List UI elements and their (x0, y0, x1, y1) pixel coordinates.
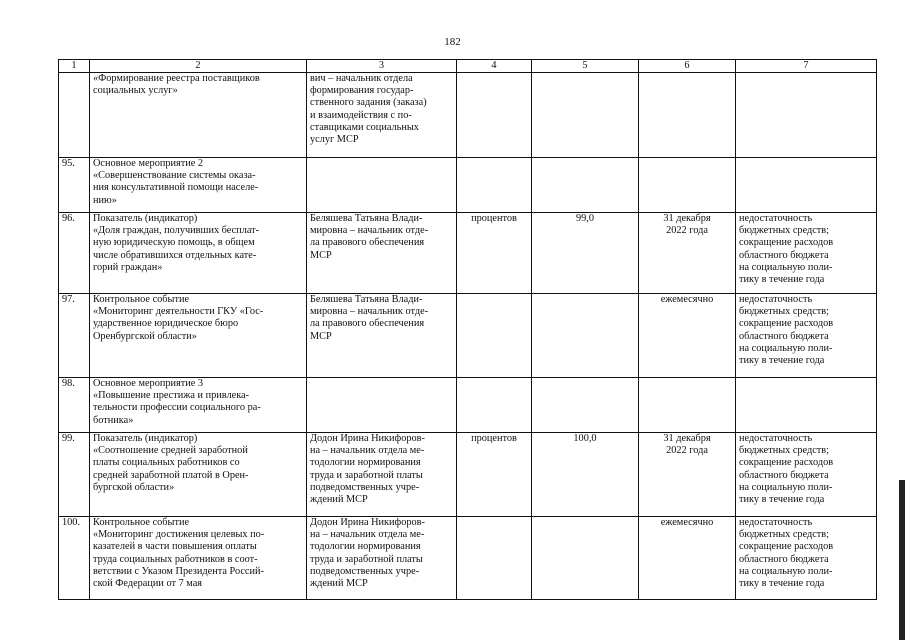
risks: недостаточность бюджетных средств; сокращение расходов областного бюджета на социальную поли- тику в течение года (736, 294, 877, 378)
column-header-5: 5 (532, 60, 639, 73)
row-number: 100. (59, 517, 90, 600)
unit (457, 517, 532, 600)
row-number: 98. (59, 378, 90, 433)
target-value (532, 294, 639, 378)
row-number: 95. (59, 158, 90, 213)
measures-table (58, 59, 877, 600)
target-value (532, 73, 639, 158)
responsible-person: Беляшева Татьяна Влади- мировна – начальник отде- ла правового обеспечения МСР (307, 213, 457, 294)
target-value (532, 378, 639, 433)
table-row (59, 294, 877, 378)
unit (457, 378, 532, 433)
table-row (59, 73, 877, 158)
deadline: ежемесячно (639, 294, 736, 378)
risks: недостаточность бюджетных средств; сокращение расходов областного бюджета на социальную поли- тику в течение года (736, 213, 877, 294)
risks: недостаточность бюджетных средств; сокращение расходов областного бюджета на социальную поли- тику в течение года (736, 433, 877, 517)
column-header-7: 7 (736, 60, 877, 73)
row-number (59, 73, 90, 158)
row-number: 96. (59, 213, 90, 294)
responsible-person (307, 378, 457, 433)
deadline: ежемесячно (639, 517, 736, 600)
table-row (59, 378, 877, 433)
scan-edge-shadow (899, 480, 905, 640)
target-value (532, 517, 639, 600)
deadline (639, 158, 736, 213)
column-header-6: 6 (639, 60, 736, 73)
table-row (59, 517, 877, 600)
measure-name: Контрольное событие «Мониторинг деятельности ГКУ «Гос- ударственное юридическое бюро Оренбургской области» (90, 294, 307, 378)
column-header-4: 4 (457, 60, 532, 73)
measure-name: «Формирование реестра поставщиков социальных услуг» (90, 73, 307, 158)
unit (457, 294, 532, 378)
unit (457, 158, 532, 213)
measure-name: Контрольное событие «Мониторинг достижения целевых по- казателей в части повышения оплаты труда социальных работников в соот- ветствии с Указом Президента Россий- ской Федерации от 7 мая (90, 517, 307, 600)
deadline (639, 378, 736, 433)
target-value (532, 158, 639, 213)
table-row (59, 433, 877, 517)
row-number: 97. (59, 294, 90, 378)
responsible-person: Додон Ирина Никифоров- на – начальник отдела ме- тодологии нормирования труда и заработной платы подведомственных учре- ждений МСР (307, 517, 457, 600)
column-header-3: 3 (307, 60, 457, 73)
unit: процентов (457, 433, 532, 517)
risks (736, 158, 877, 213)
risks (736, 378, 877, 433)
measure-name: Показатель (индикатор) «Доля граждан, получивших бесплат- ную юридическую помощь, в общем числе обратившихся отдельных кате- горий граждан» (90, 213, 307, 294)
deadline (639, 73, 736, 158)
risks: недостаточность бюджетных средств; сокращение расходов областного бюджета на социальную поли- тику в течение года (736, 517, 877, 600)
risks (736, 73, 877, 158)
measure-name: Основное мероприятие 2 «Совершенствование системы оказа- ния консультативной помощи населе- нию» (90, 158, 307, 213)
target-value: 100,0 (532, 433, 639, 517)
responsible-person: Беляшева Татьяна Влади- мировна – начальник отде- ла правового обеспечения МСР (307, 294, 457, 378)
row-number: 99. (59, 433, 90, 517)
responsible-person: Додон Ирина Никифоров- на – начальник отдела ме- тодологии нормирования труда и заработной платы подведомственных учре- ждений МСР (307, 433, 457, 517)
measure-name: Основное мероприятие 3 «Повышение престижа и привлека- тельности профессии социального ра- ботника» (90, 378, 307, 433)
unit (457, 73, 532, 158)
page-number: 182 (444, 36, 461, 48)
responsible-person (307, 158, 457, 213)
deadline: 31 декабря 2022 года (639, 213, 736, 294)
target-value: 99,0 (532, 213, 639, 294)
deadline: 31 декабря 2022 года (639, 433, 736, 517)
column-header-row (59, 60, 877, 73)
responsible-person: вич – начальник отдела формирования государ- ственного задания (заказа) и взаимодействия с по- ставщиками социальных услуг МСР (307, 73, 457, 158)
table-row (59, 158, 877, 213)
measure-name: Показатель (индикатор) «Соотношение средней заработной платы социальных работников со средней заработной платой в Орен- бургской области» (90, 433, 307, 517)
table-row (59, 213, 877, 294)
column-header-1: 1 (59, 60, 90, 73)
column-header-2: 2 (90, 60, 307, 73)
unit: процентов (457, 213, 532, 294)
